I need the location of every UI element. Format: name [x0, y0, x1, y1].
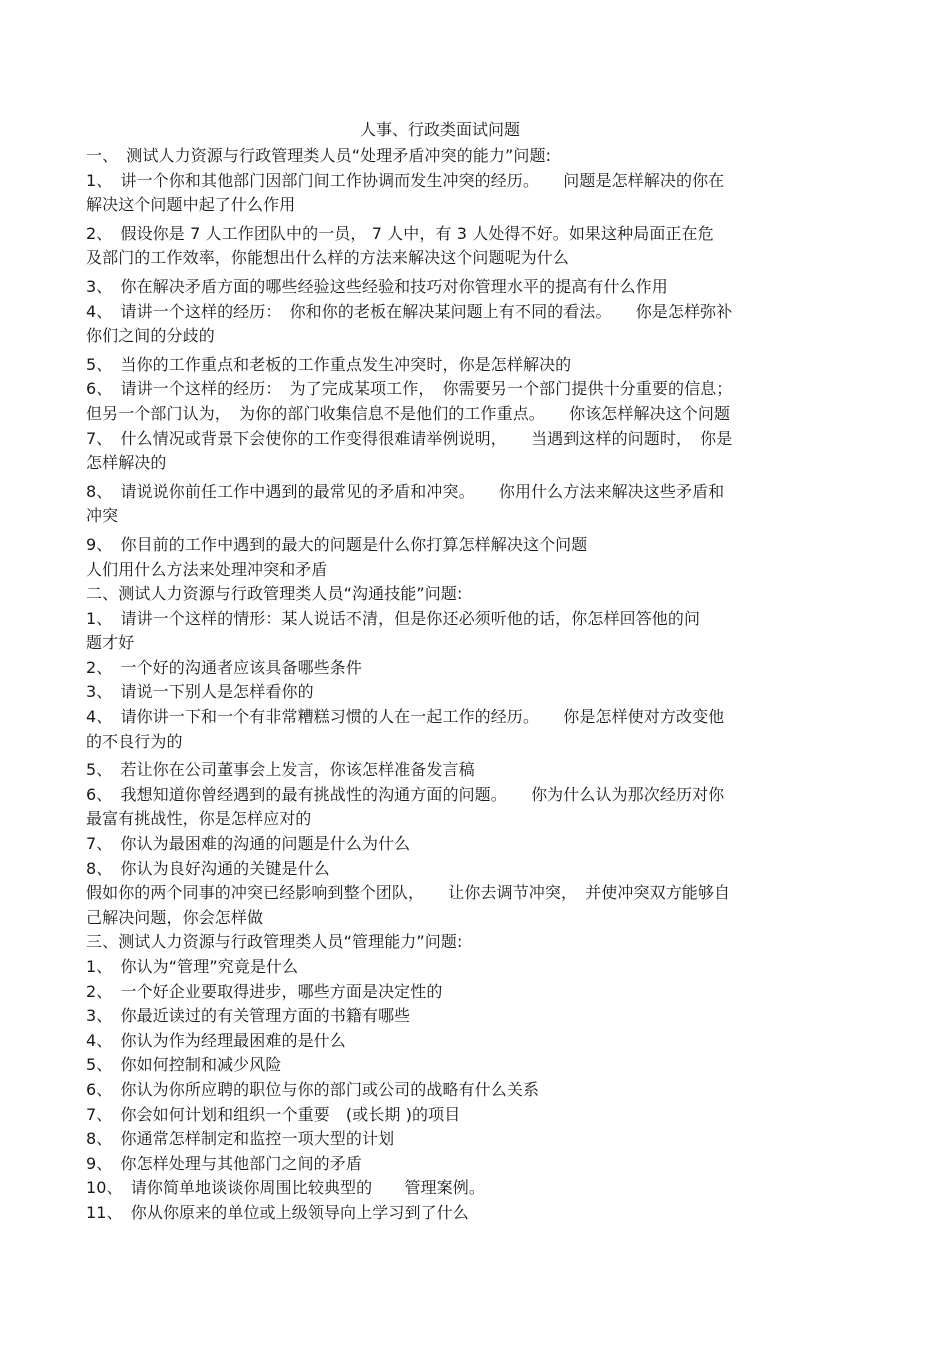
- question-line: 11、 你从你原来的单位或上级领导向上学习到了什么: [86, 1202, 469, 1222]
- question-line: 人们用什么方法来处理冲突和矛盾: [86, 559, 328, 579]
- section-heading-2: 二、测试人力资源与行政管理类人员“沟通技能”问题:: [86, 584, 463, 604]
- question-line: 5、 当你的工作重点和老板的工作重点发生冲突时，你是怎样解决的: [86, 354, 572, 374]
- question-line: 题才好: [86, 633, 135, 653]
- question-line: 8、 请说说你前任工作中遇到的最常见的矛盾和冲突。 你用什么方法来解决这些矛盾和: [86, 481, 725, 501]
- question-line: 但另一个部门认为， 为你的部门收集信息不是他们的工作重点。 你该怎样解决这个问题: [86, 403, 731, 423]
- question-line: 3、 你最近读过的有关管理方面的书籍有哪些: [86, 1006, 411, 1026]
- question-line: 的不良行为的: [86, 731, 183, 751]
- question-line: 你们之间的分歧的: [86, 326, 215, 346]
- question-line: 8、 你通常怎样制定和监控一项大型的计划: [86, 1129, 395, 1149]
- question-line: 2、 一个好的沟通者应该具备哪些条件: [86, 657, 362, 677]
- question-line: 最富有挑战性，你是怎样应对的: [86, 809, 312, 829]
- question-line: 5、 你如何控制和减少风险: [86, 1055, 282, 1075]
- question-line: 1、 你认为“管理”究竟是什么: [86, 957, 299, 976]
- question-line: 怎样解决的: [86, 453, 167, 473]
- question-line: 4、 请讲一个这样的经历： 你和你的老板在解决某问题上有不同的看法。 你是怎样弥补: [86, 301, 733, 321]
- question-line: 及部门的工作效率，你能想出什么样的方法来解决这个问题呢为什么: [86, 248, 570, 268]
- document-body: [86, 144, 816, 1226]
- question-line: 3、 请说一下别人是怎样看你的: [86, 682, 314, 702]
- question-line: 9、 你目前的工作中遇到的最大的问题是什么你打算怎样解决这个问题: [86, 534, 588, 554]
- question-line: 7、 你会如何计划和组织一个重要 (或长期 )的项目: [86, 1104, 461, 1124]
- question-line: 解决这个问题中起了什么作用: [86, 195, 296, 215]
- question-line: 4、 请你讲一下和一个有非常糟糕习惯的人在一起工作的经历。 你是怎样使对方改变他: [86, 707, 725, 727]
- section-heading-1: 一、 测试人力资源与行政管理类人员“处理矛盾冲突的能力”问题:: [86, 146, 552, 165]
- question-line: 1、 请讲一个这样的情形：某人说话不清，但是你还必须听他的话，你怎样回答他的问: [86, 608, 701, 628]
- question-line: 6、 我想知道你曾经遇到的最有挑战性的沟通方面的问题。 你为什么认为那次经历对你: [86, 784, 725, 804]
- question-line: 2、 一个好企业要取得进步，哪些方面是决定性的: [86, 981, 443, 1001]
- question-line: 假如你的两个同事的冲突已经影响到整个团队， 让你去调节冲突， 并使冲突双方能够自: [86, 883, 731, 903]
- question-line: 冲突: [86, 506, 119, 526]
- document-title: 人事、行政类面试问题: [359, 120, 520, 139]
- question-line: 10、 请你简单地谈谈你周围比较典型的 管理案例。: [86, 1178, 485, 1198]
- question-line: 己解决问题，你会怎样做: [86, 907, 264, 927]
- question-line: 5、 若让你在公司董事会上发言，你该怎样准备发言稿: [86, 760, 475, 780]
- question-line: 7、 你认为最困难的沟通的问题是什么为什么: [86, 834, 411, 854]
- question-line: 4、 你认为作为经理最困难的是什么: [86, 1030, 346, 1050]
- question-line: 7、 什么情况或背景下会使你的工作变得很难请举例说明， 当遇到这样的问题时， 你是: [86, 428, 733, 448]
- question-line: 3、 你在解决矛盾方面的哪些经验这些经验和技巧对你管理水平的提高有什么作用: [86, 276, 668, 296]
- question-line: 1、 讲一个你和其他部门因部门间工作协调而发生冲突的经历。 问题是怎样解决的你在: [86, 170, 725, 190]
- question-line: 6、 请讲一个这样的经历： 为了完成某项工作， 你需要另一个部门提供十分重要的信息；: [86, 379, 733, 399]
- question-line: 9、 你怎样处理与其他部门之间的矛盾: [86, 1153, 362, 1173]
- question-line: 2、 假设你是 7 人工作团队中的一员， 7 人中，有 3 人处得不好。如果这种局面正在危: [86, 223, 714, 243]
- question-line: 8、 你认为良好沟通的关键是什么: [86, 858, 330, 878]
- question-line: 6、 你认为你所应聘的职位与你的部门或公司的战略有什么关系: [86, 1079, 540, 1099]
- section-heading-3: 三、测试人力资源与行政管理类人员“管理能力”问题:: [86, 932, 463, 952]
